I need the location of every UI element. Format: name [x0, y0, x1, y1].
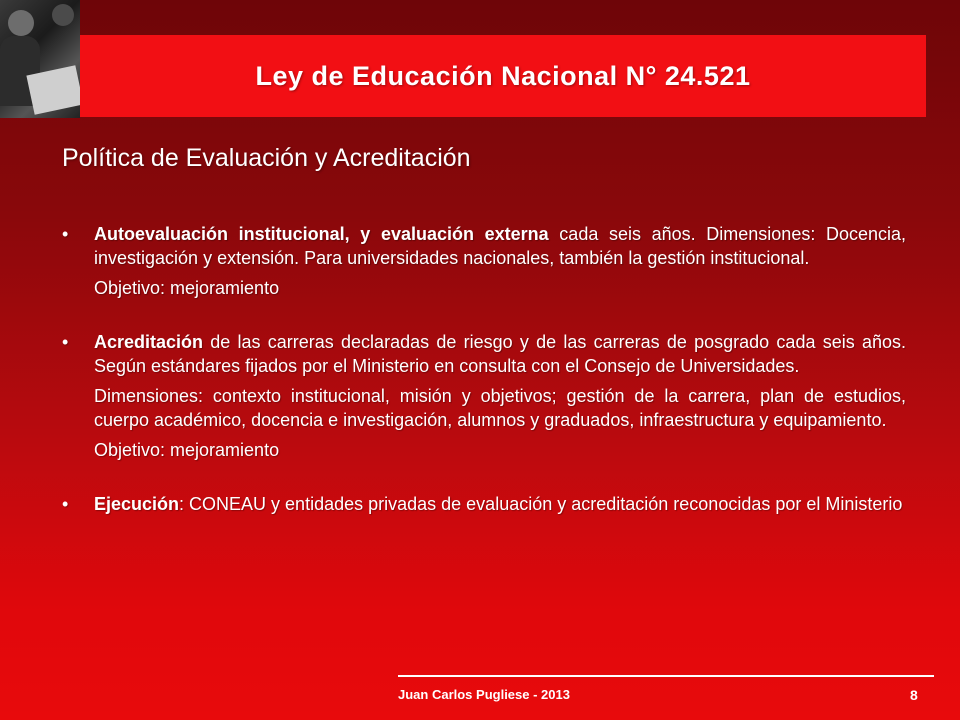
footer-divider	[398, 675, 934, 677]
bullet-text: cada seis años. Dimensiones: Docencia, investigación y extensión. Para universidades nacionales, también la gestión institucional.	[94, 224, 907, 268]
title-bar	[80, 35, 926, 117]
slide-subtitle: Política de Evaluación y Acreditación	[62, 144, 471, 172]
bullet-acreditacion	[62, 330, 906, 378]
footer-author: Juan Carlos Pugliese - 2013	[398, 687, 570, 702]
bullet-dot: •	[62, 332, 69, 352]
slide-content	[62, 222, 906, 516]
bullet-text: : CONEAU y entidades privadas de evaluación y acreditación reconocidas por el Ministerio	[179, 494, 903, 514]
objective-text: Objetivo: mejoramiento	[94, 278, 280, 298]
bullet-bold: Acreditación	[94, 332, 204, 352]
slide-title: Ley de Educación Nacional N° 24.521	[255, 60, 751, 91]
bullet-bold: Autoevaluación institucional, y evaluación externa	[94, 224, 549, 244]
page-number: 8	[910, 687, 918, 703]
bullet-text: de las carreras declaradas de riesgo y de las carreras de posgrado cada seis años. Según estándares fijados por el Ministerio en consulta con el Consejo de Universidades.	[94, 332, 906, 376]
dimensions-text: Dimensiones: contexto institucional, misión y objetivos; gestión de la carrera, plan de estudios, cuerpo académico, docencia e investigación, alumnos y graduados, infraestructura y equipamiento.	[94, 386, 906, 430]
bullet-autoevaluacion	[62, 222, 906, 270]
bullet-bold: Ejecución	[94, 494, 180, 514]
bullet-ejecucion	[62, 492, 906, 516]
bullet-dot: •	[62, 224, 69, 244]
header-photo	[0, 0, 80, 118]
bullet-dot: •	[62, 494, 69, 514]
objective-text: Objetivo: mejoramiento	[94, 440, 280, 460]
